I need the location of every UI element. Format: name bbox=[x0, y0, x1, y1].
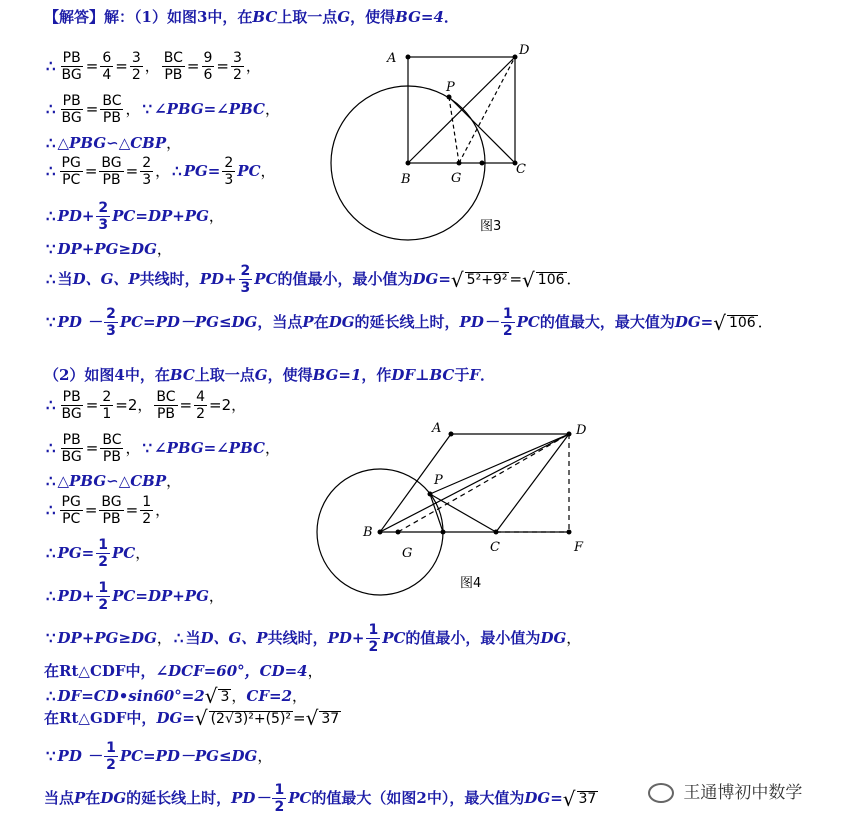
figure-3-caption: 图3 bbox=[480, 219, 502, 234]
label-p: P bbox=[434, 473, 443, 488]
part2-similar-line: ∴ △PBG∽△CBP ， bbox=[46, 472, 182, 490]
part1-min-line: ∴ 当 D、G、P 共线时， PD+ $\frac{2}{3}$ PC 的值最小，最小值为 DG= √ 5²+9² = √ 106 ． bbox=[46, 263, 582, 296]
label-d: D bbox=[576, 423, 587, 438]
part2-pg-ratio-line: ∴ $\frac{PG}{PC}$ = $\frac{BG}{PB}$ = $\frac{1}{2}$ ， bbox=[46, 494, 171, 527]
label-a: A bbox=[387, 51, 397, 66]
part1-header: 【解答】 解：（1）如图3中，在 BC 上取一点 G ，使得 BG=4 ． bbox=[44, 8, 459, 26]
part1-sum-line: ∴ PD+ $\frac{2}{3}$ PC=DP+PG ， bbox=[46, 200, 224, 233]
wechat-icon bbox=[648, 783, 674, 803]
part1-ineq-line: ∵ DP+PG≥DG ， bbox=[46, 240, 172, 258]
watermark: 王通博初中数学 bbox=[648, 778, 802, 803]
figure-4-caption: 图4 bbox=[460, 576, 482, 591]
answer-tag: 【解答】 bbox=[44, 8, 105, 26]
part1-angle-line: ∴ $\frac{PB}{BG}$ = $\frac{BC}{PB}$ ， ∵ ∠PBG=∠PBC ， bbox=[46, 93, 280, 126]
figure-3 bbox=[325, 40, 535, 250]
label-d: D bbox=[519, 43, 530, 58]
fraction: $\frac{PB}{BG}$ bbox=[61, 50, 82, 83]
part1-max-line: ∵ PD － $\frac{2}{3}$ PC=PD－PG≤DG ， 当点 P 在 DG 的延长线上时， PD－ $\frac{1}{2}$ PC 的值最大，最大值为 DG= √ 106 ． bbox=[46, 306, 773, 339]
figure-4 bbox=[310, 410, 610, 600]
label-b: B bbox=[363, 525, 373, 540]
part2-pg-line: ∴ PG= $\frac{1}{2}$ PC ， bbox=[46, 537, 151, 570]
label-b: B bbox=[401, 172, 411, 187]
part2-ineq-line: ∵ PD － $\frac{1}{2}$ PC=PD－PG≤DG ， bbox=[46, 740, 273, 773]
part2-rt-gdf-line: 在 Rt△GDF 中， DG= √ (2√3)²+(5)² = √ 37 bbox=[44, 706, 340, 730]
label-a: A bbox=[432, 421, 442, 436]
sqrt-expression: √ 5²+9² bbox=[450, 267, 508, 292]
part1-similar-line: ∴ △PBG∽△CBP ， bbox=[46, 134, 182, 152]
part2-sum-line: ∴ PD+ $\frac{1}{2}$ PC=DP+PG ， bbox=[46, 580, 224, 613]
part2-rt-cdf-line: 在 Rt△CDF 中， ∠DCF=60°，CD=4 ， bbox=[44, 662, 323, 680]
part1-ratio-line: ∴ $\frac{PB}{BG}$ = $\frac{6}{4}$ = $\frac{3}{2}$ ， $\frac{BC}{PB}$ = $\frac{9}{6}$ = $\frac{3}{2}$ ， bbox=[46, 50, 261, 83]
part2-max-line: 当点 P 在 DG 的延长线上时， PD－ $\frac{1}{2}$ PC 的值最大（如图2中），最大值为 DG= √ 37 bbox=[44, 782, 597, 815]
label-g: G bbox=[402, 546, 413, 561]
part2-ratio-line: ∴ $\frac{PB}{BG}$ = $\frac{2}{1}$ =2 ， $\frac{BC}{PB}$ = $\frac{4}{2}$ =2 ， bbox=[46, 389, 247, 422]
part2-min-line: ∵ DP+PG≥DG ， ∴ 当 D、G、P 共线时， PD+ $\frac{1}{2}$ PC 的值最小，最小值为 DG ， bbox=[46, 622, 582, 655]
part2-header: （2）如图4中，在 BC 上取一点 G ，使得 BG=1 ，作 DF⊥BC 于 F ． bbox=[44, 366, 496, 384]
label-c: C bbox=[490, 540, 500, 555]
label-c: C bbox=[516, 162, 526, 177]
part2-angle-line: ∴ $\frac{PB}{BG}$ = $\frac{BC}{PB}$ ， ∵ ∠PBG=∠PBC ， bbox=[46, 432, 280, 465]
part2-df-line: ∴ DF=CD•sin60°=2 √ 3 ， CF=2 ， bbox=[46, 684, 308, 708]
part1-pg-line: ∴ $\frac{PG}{PC}$ = $\frac{BG}{PB}$ = $\frac{2}{3}$ ， ∴ PG= $\frac{2}{3}$ PC ， bbox=[46, 155, 276, 188]
label-p: P bbox=[446, 80, 455, 95]
label-f: F bbox=[574, 540, 584, 555]
label-g: G bbox=[451, 171, 462, 186]
